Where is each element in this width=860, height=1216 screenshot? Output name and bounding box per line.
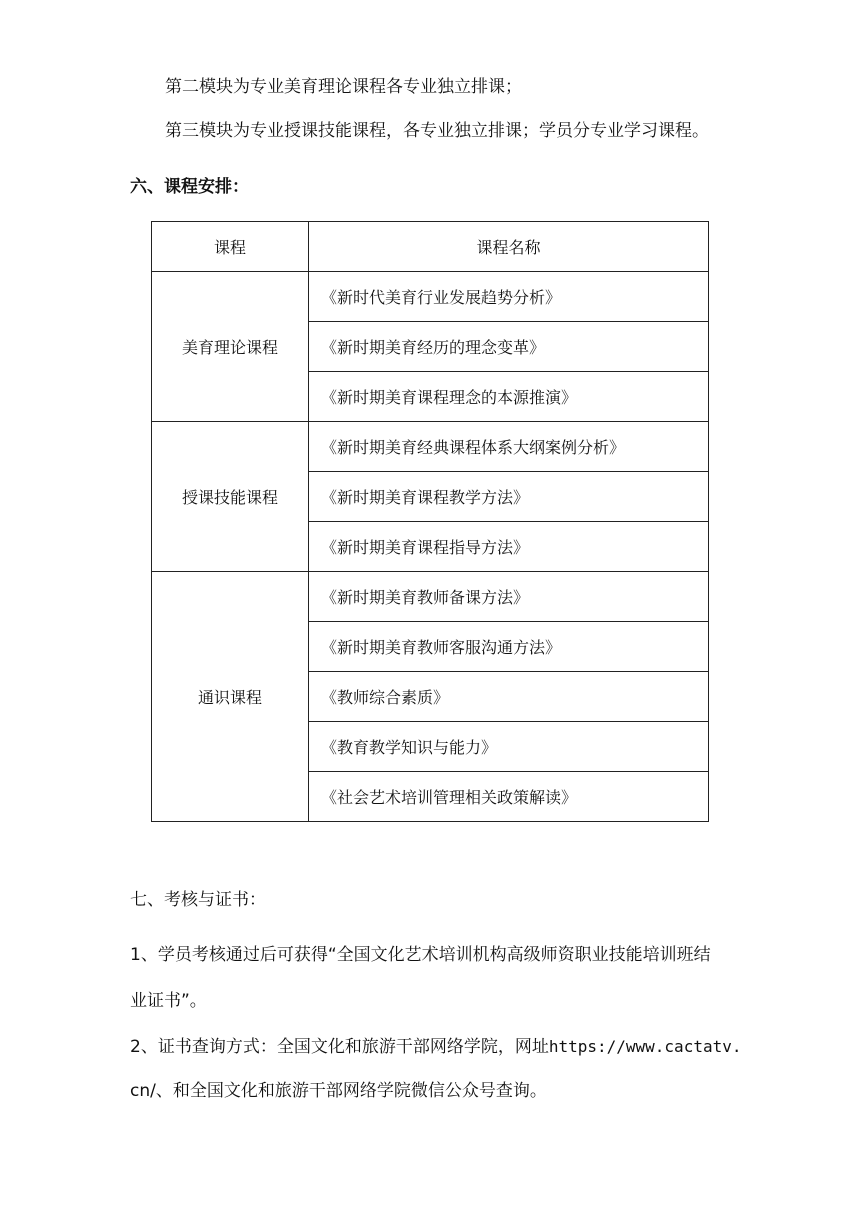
table-header-row [152, 222, 709, 272]
website-url: https://www.cactatv. [548, 1037, 742, 1056]
section-6-heading: 六、课程安排： [130, 177, 249, 197]
course-name-cell: 《新时期美育经典课程体系大纲案例分析》 [309, 422, 709, 472]
table-row [152, 272, 709, 322]
course-name-cell: 《新时期美育教师备课方法》 [309, 572, 709, 622]
intro-line-1: 第二模块为专业美育理论课程各专业独立排课； [165, 77, 522, 97]
header-course-name: 课程名称 [309, 222, 709, 272]
course-table [151, 221, 709, 822]
category-cell: 通识课程 [152, 572, 309, 822]
table-row [152, 422, 709, 472]
course-name-cell: 《教育教学知识与能力》 [309, 722, 709, 772]
paragraph-2-text: 2、证书查询方式：全国文化和旅游干部网络学院，网址 [130, 1037, 549, 1057]
course-name-cell: 《新时期美育教师客服沟通方法》 [309, 622, 709, 672]
intro-line-2: 第三模块为专业授课技能课程，各专业独立排课；学员分专业学习课程。 [165, 121, 709, 141]
paragraph-2-line-1 [130, 1036, 741, 1058]
course-name-cell: 《教师综合素质》 [309, 672, 709, 722]
paragraph-1-line-1: 1、学员考核通过后可获得“全国文化艺术培训机构高级师资职业技能培训班结 [130, 945, 711, 965]
category-cell: 美育理论课程 [152, 272, 309, 422]
course-name-cell: 《新时期美育课程指导方法》 [309, 522, 709, 572]
course-name-cell: 《新时期美育课程理念的本源推演》 [309, 372, 709, 422]
course-name-cell: 《新时期美育经历的理念变革》 [309, 322, 709, 372]
course-name-cell: 《社会艺术培训管理相关政策解读》 [309, 772, 709, 822]
category-cell: 授课技能课程 [152, 422, 309, 572]
table-row [152, 572, 709, 622]
paragraph-2-line-2: cn/、和全国文化和旅游干部网络学院微信公众号查询。 [130, 1081, 547, 1101]
course-name-cell: 《新时期美育课程教学方法》 [309, 472, 709, 522]
course-name-cell: 《新时代美育行业发展趋势分析》 [309, 272, 709, 322]
paragraph-1-line-2: 业证书”。 [130, 991, 207, 1011]
section-7-heading: 七、考核与证书： [130, 890, 266, 910]
header-course: 课程 [152, 222, 309, 272]
